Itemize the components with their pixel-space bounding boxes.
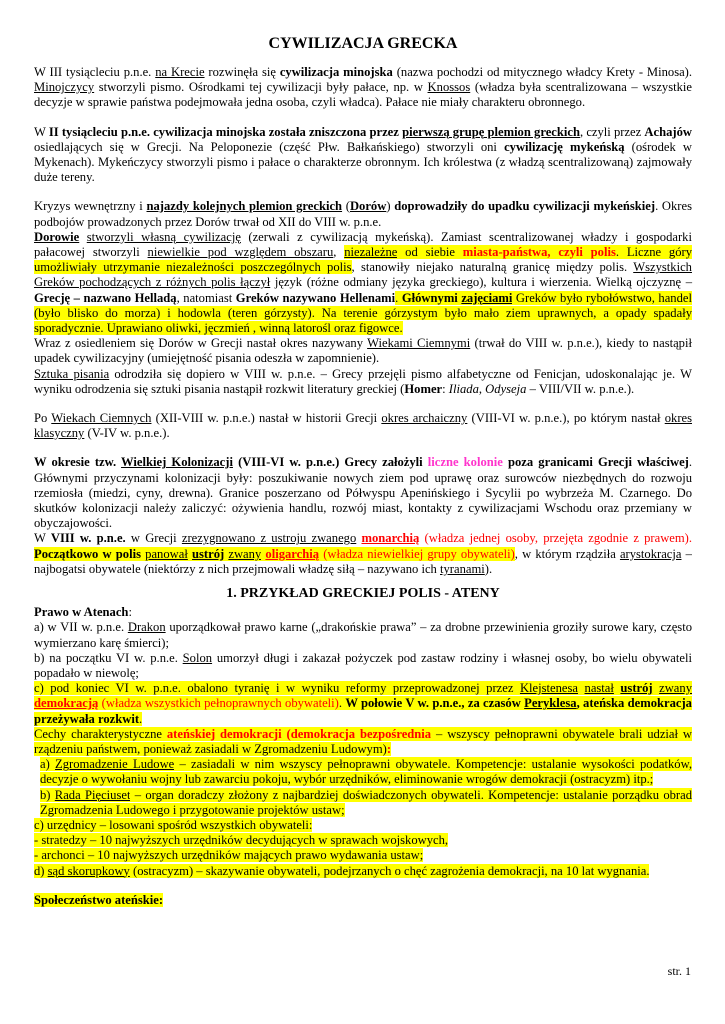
text-run: a) xyxy=(40,757,56,772)
text-run: ). xyxy=(484,561,493,576)
text-run: nastał xyxy=(584,681,614,696)
text-run: (ośrodek w Mykenach). Mykeńczycy stworzyli pismo i pałace o charakterze obronnym. Ich królestwa (z władzą scentralizowaną) zajmowały duże tereny. xyxy=(34,139,692,185)
text-run: : xyxy=(386,741,392,756)
text-run: na Krecie xyxy=(155,65,205,79)
text-run: . Okres podbojów prowadzonych przez Dorów trwał od XII do VIII w. p.n.e. xyxy=(34,199,692,229)
text-run: (władza jednej osoby, przejęta zgodnie z prawem). xyxy=(419,531,693,546)
text-run: (zerwali z cywilizacją mykeńską). Zamiast scentralizowanej władzy i gospodarki pałacowej stworzyli xyxy=(34,229,692,260)
text-run: (trwał do VIII w. p.n.e.), kiedy to nastąpił upadek cywilizacyjny (umiejętność pisania odeszła w zapomnienie). xyxy=(34,336,692,366)
paragraph xyxy=(34,411,692,441)
text-run: . xyxy=(338,696,346,711)
text-run: Achajów xyxy=(644,124,692,139)
text-run: II tysiącleciu p.n.e. cywilizacja minojska została zniszczona przez xyxy=(48,124,403,139)
paragraph xyxy=(34,367,692,397)
text-run: zajęciami xyxy=(461,290,513,305)
paragraph xyxy=(34,531,692,577)
text-run: liczne kolonie xyxy=(427,455,503,470)
list-item xyxy=(34,681,692,727)
text-run: ustrój xyxy=(192,546,225,561)
text-run: cywilizacja minojska xyxy=(279,65,393,79)
text-run: cywilizację mykeńską xyxy=(504,139,625,154)
text-run: Odyseja xyxy=(485,381,527,396)
text-run: ustrój xyxy=(620,681,653,696)
text-run: Wielkiej Kolonizacji xyxy=(121,455,233,470)
text-run: (władza była scentralizowana – wszystkie decyzje w sprawie państwa podejmowała jedna osoba, czyli władca). Pałace nie miały charakteru obronnego. xyxy=(34,80,692,110)
text-run: . xyxy=(395,290,402,305)
text-run: (nazwa pochodzi od mitycznego władcy Krety - Minosa). xyxy=(392,65,693,79)
text-run: b) na początku VI w. p.n.e. xyxy=(34,650,183,665)
text-run: Klejstenesa xyxy=(519,681,578,696)
text-run: – wszyscy pełnoprawni obywatele brali udział w rządzeniu państwem, ponieważ zasiadali w Zgromadzeniu Ludowym) xyxy=(34,726,692,756)
text-run: c) urzędnicy – losowani spośród wszystkich obywateli: xyxy=(34,817,313,832)
list-item xyxy=(34,727,692,757)
text-run: Prawo w Atenach xyxy=(34,605,129,620)
text-run: W xyxy=(34,124,49,139)
text-run: , xyxy=(333,245,345,260)
text-run: W xyxy=(34,531,51,546)
text-run: Greków nazywano Hellenami xyxy=(235,290,396,305)
text-run: a) w VII w. p.n.e. xyxy=(34,620,128,635)
text-run: ateńskiej demokracji (demokracja bezpośrednia xyxy=(166,726,432,741)
text-run: : xyxy=(128,605,132,620)
paragraph xyxy=(34,199,692,229)
document-page xyxy=(34,34,692,908)
text-run: pierwszą grupę plemion greckich xyxy=(402,124,580,139)
text-run: Wraz z osiedleniem się Dorów w Grecji nastał okres nazywany xyxy=(34,336,368,351)
list-item xyxy=(34,818,692,833)
text-run: – najbogatsi obywatele (niektórzy z nich przejmowali władzę siłą – nazywano ich xyxy=(34,546,692,576)
text-run: , w którym rządziła xyxy=(514,546,620,561)
text-run: uporządkował prawo karne („drakońskie prawa” – za drobne przewinienia groziły surowe kary, często wymierzano karę śmierci); xyxy=(34,620,692,650)
text-run: monarchią xyxy=(361,531,420,546)
text-run: osiedlających się w Grecji. Na Peloponezie (część Płw. Bałkańskiego) stworzyli oni xyxy=(34,139,505,154)
text-run: (ostracyzm) – skazywanie obywateli, podejrzanych o chęć zagrożenia demokracji, na 10 lat wygnania. xyxy=(129,863,650,878)
text-run: okres klasyczny xyxy=(34,411,692,441)
list-item xyxy=(34,848,692,863)
text-run: umorzył długi i zakazał pożyczek pod zastaw rodziny i własnej osoby, bo wielu obywateli popadało w niewolę; xyxy=(34,650,692,680)
text-run: Grecję – nazwano Helladą xyxy=(34,290,177,305)
text-run: Głównymi xyxy=(401,290,462,305)
text-run: – VIII/VII w. p.n.e.). xyxy=(526,381,635,396)
text-run: ( xyxy=(342,199,350,214)
section-heading: 1. PRZYKŁAD GRECKIEJ POLIS - ATENY xyxy=(226,586,500,602)
text-run: Knossos xyxy=(427,80,471,95)
subsection-heading xyxy=(34,893,692,908)
page-number: str. 1 xyxy=(667,964,691,978)
text-run: , ateńska demokracja przeżywała rozkwit xyxy=(34,696,692,726)
text-run: . Liczne góry umożliwiały utrzymanie niezależności poszczególnych polis xyxy=(34,245,692,275)
text-run: okres archaiczny xyxy=(381,411,468,426)
text-run xyxy=(578,681,585,695)
text-run: (władza wszystkich pełnoprawnych obywateli) xyxy=(98,696,339,711)
text-run: Sztuka pisania xyxy=(34,366,110,381)
text-run: najazdy kolejnych plemion greckich xyxy=(146,199,343,214)
paragraph xyxy=(34,65,692,111)
text-run: Początkowo w polis xyxy=(34,546,141,561)
text-run: . xyxy=(139,711,143,726)
list-item xyxy=(34,620,692,650)
text-run: Peryklesa xyxy=(524,696,577,711)
text-run: zwany xyxy=(228,546,262,561)
text-run: , czyli przez xyxy=(579,124,645,139)
text-run: (V-IV w. p.n.e.). xyxy=(84,426,170,441)
text-run xyxy=(79,230,87,244)
text-run: (VIII-VI w. p.n.e.) Grecy założyli xyxy=(232,455,428,470)
text-run: Solon xyxy=(182,650,213,665)
text-run: – zasiadali w nim wszyscy pełnoprawni obywatele. Kompetencje: ustalanie wysokości podatków, decyzje o wywołaniu wojny lub zawarciu pokoju, wybór urzędników, eliminowanie wrogów demokracji (ostracyzm) itp.; xyxy=(40,757,692,787)
list-item xyxy=(34,651,692,681)
text-run: poza granicami Grecji właściwej xyxy=(502,455,689,470)
text-run: . Głównymi przyczynami kolonizacji były: poszukiwanie nowych ziem pod uprawę oraz surowców niezbędnych do rozwoju rzemiosła (miedzi, cyny, drewna). Granice poszerzano od Półwyspu Apenińskiego i Sycylii po wybrzeża M. Czarnego. Do skutków kolonizacji należy zaliczyć: ożywienia handlu, rozwój miast, kontakty z cywilizacjami Wschodu oraz przemiany w obyczajowości. xyxy=(34,455,693,531)
text-run: Wiekach Ciemnych xyxy=(51,411,152,426)
list-item xyxy=(34,864,692,879)
text-run: Dorowie xyxy=(34,229,80,244)
text-run: , stanowiły niejako naturalną granicę między polis. xyxy=(351,260,634,275)
text-run: (XII-VIII w. p.n.e.) nastał w historii Grecji xyxy=(151,411,382,426)
text-run: Zgromadzenie Ludowe xyxy=(55,757,175,772)
text-run: oligarchią xyxy=(265,546,320,561)
text-run: Rada Pięciuset xyxy=(54,787,131,802)
text-run: arystokracja xyxy=(619,546,682,561)
text-run: odrodziła się dopiero w VIII w. p.n.e. – Grecy przejęli pismo alfabetyczne od Fenicjan, udoskonalając je. W wyniku odrodzenia się sztuki pisania nastąpił rozkwit literatury greckiej ( xyxy=(34,366,692,396)
text-run: Po xyxy=(34,411,52,426)
text-run: Kryzys wewnętrzny i xyxy=(34,199,147,214)
text-run: ) xyxy=(386,199,395,214)
page-title: CYWILIZACJA GRECKA xyxy=(268,35,458,52)
paragraph xyxy=(34,230,692,336)
law-heading xyxy=(34,605,692,620)
text-run: - archonci – 10 najwyższych urzędników mających prawo wydawania ustaw; xyxy=(34,848,424,863)
text-run: , natomiast xyxy=(176,290,236,305)
text-run: w Grecji xyxy=(125,531,182,546)
text-run: : xyxy=(442,381,449,396)
text-run: zrezygnowano z ustroju zwanego xyxy=(181,531,357,546)
text-run: tyranami xyxy=(440,561,485,576)
text-run: W III tysiącleciu p.n.e. xyxy=(34,65,156,79)
text-run: – organ doradczy złożony z najbardziej doświadczonych obywateli. Kompetencje: ustalanie porządku obrad Zgromadzenia Ludowego i przygotowanie projektów ustaw; xyxy=(40,787,693,817)
text-run: d) xyxy=(34,863,48,878)
text-run: Minojczycy xyxy=(34,80,95,95)
text-run: b) xyxy=(40,787,55,802)
text-run: Społeczeństwo ateńskie: xyxy=(34,892,164,907)
list-item xyxy=(34,788,692,818)
text-run: c) pod koniec VI w. p.n.e. obalono tyranię i w wyniku reformy przeprowadzonej przez xyxy=(34,681,520,696)
text-run: Greków było rybołówstwo, handel (było blisko do morza) i hodowla (teren górzysty). Na terenie górzystym było mało ziem uprawnych, a opady spadały sporadycznie. Uprawiano oliwki, jęczmień , winną latorośl oraz figowce. xyxy=(34,290,692,336)
text-run: Homer xyxy=(404,381,443,396)
text-run: język (różne odmiany języka greckiego), kultura i wierzenia. Wielką ojczyznę – xyxy=(270,275,692,290)
text-run: Wiekami Ciemnymi xyxy=(367,336,471,351)
text-run: od siebie xyxy=(397,245,463,260)
text-run: stworzyli własną cywilizację xyxy=(86,229,241,244)
text-run: panował xyxy=(145,546,188,561)
paragraph xyxy=(34,455,692,531)
text-run: VIII w. p.n.e. xyxy=(50,531,126,546)
list-item xyxy=(34,833,692,848)
text-run: - stratedzy – 10 najwyższych urzędników decydujących w sprawach wojskowych, xyxy=(34,833,449,848)
text-run: rozwinęła się xyxy=(204,65,280,79)
text-run: stworzyli pismo. Ośrodkami tej cywilizacji były pałace, np. w xyxy=(94,80,428,95)
text-run: sąd skorupkowy xyxy=(47,863,130,878)
text-run: Iliada xyxy=(448,381,479,396)
text-run: (VIII-VI w. p.n.e.), po którym nastał xyxy=(467,411,665,426)
text-run: W okresie tzw. xyxy=(34,455,122,470)
text-run: niezależne xyxy=(344,245,398,260)
text-run: W połowie V w. p.n.e., za czasów xyxy=(345,696,525,711)
list-item xyxy=(34,757,692,787)
text-run: doprowadziły do upadku cywilizacji mykeńskiej xyxy=(394,199,656,214)
text-run: Cechy charakterystyczne xyxy=(34,726,167,741)
paragraph xyxy=(34,336,692,366)
text-run: demokracją xyxy=(34,696,99,711)
text-run: , xyxy=(478,381,486,396)
text-run: Dorów xyxy=(349,199,387,214)
text-run: Drakon xyxy=(127,620,166,635)
text-run: (władza niewielkiej grupy obywateli) xyxy=(319,546,515,561)
text-run: Wszystkich Greków pochodzących z różnych polis łączył xyxy=(34,260,692,290)
text-run: niewielkie pod względem obszaru xyxy=(147,245,334,260)
paragraph xyxy=(34,125,692,186)
text-run: zwany xyxy=(659,681,692,696)
text-run: miasta-państwa, czyli polis xyxy=(462,245,616,260)
